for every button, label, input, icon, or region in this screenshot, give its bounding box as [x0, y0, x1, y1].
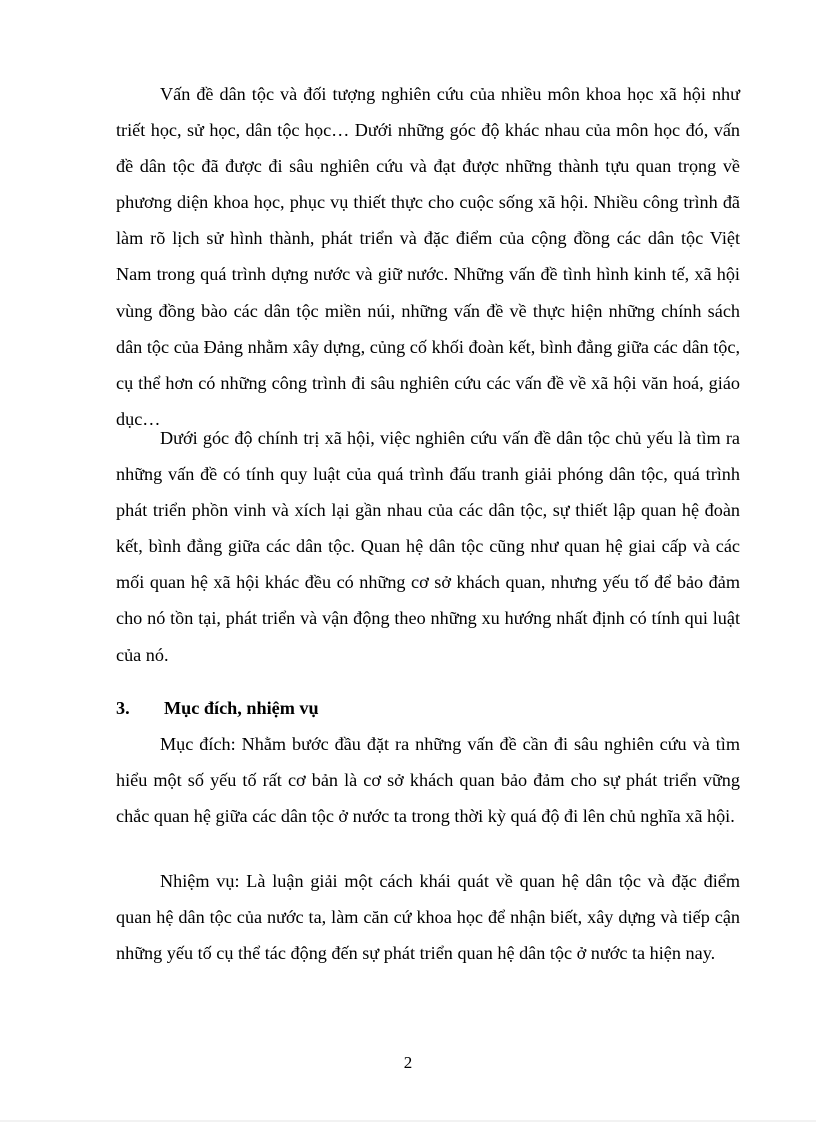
- body-text-block: [116, 420, 740, 673]
- paragraph-purpose: Mục đích: Nhằm bước đầu đặt ra những vấn đề cần đi sâu nghiên cứu và tìm hiểu một số yếu tố rất cơ bản là cơ sở khách quan bảo đảm cho sự phát triển vững chắc quan hệ giữa các dân tộc ở nước ta trong thời kỳ quá độ đi lên chủ nghĩa xã hội.: [116, 734, 740, 827]
- paragraph-tasks: Nhiệm vụ: Là luận giải một cách khái quát về quan hệ dân tộc và đặc điểm quan hệ dân tộc của nước ta, làm căn cứ khoa học để nhận biết, xây dựng và tiếp cận những yếu tố cụ thể tác động đến sự phát triển quan hệ dân tộc ở nước ta hiện nay.: [116, 871, 740, 964]
- page-bottom-divider: [0, 1120, 816, 1122]
- body-text-block: [116, 726, 740, 834]
- paragraph-political-perspective: Dưới góc độ chính trị xã hội, việc nghiên cứu vấn đề dân tộc chủ yếu là tìm ra những vấn đề có tính quy luật của quá trình đấu tranh giải phóng dân tộc, quá trình phát triển phồn vinh và xích lại gần nhau của các dân tộc, sự thiết lập quan hệ đoàn kết, bình đẳng giữa các dân tộc. Quan hệ dân tộc cũng như quan hệ giai cấp và các mối quan hệ xã hội khác đều có những cơ sở khách quan, nhưng yếu tố để bảo đảm cho nó tồn tại, phát triển và vận động theo những xu hướng nhất định có tính qui luật của nó.: [116, 428, 740, 665]
- page-number: 2: [403, 1053, 413, 1072]
- body-text-block: [116, 76, 740, 437]
- section-title: Mục đích, nhiệm vụ: [164, 698, 319, 718]
- body-text-block: [116, 863, 740, 971]
- section-number: 3.: [116, 698, 130, 718]
- section-heading: [116, 690, 740, 726]
- paragraph-research-overview: Vấn đề dân tộc và đối tượng nghiên cứu của nhiều môn khoa học xã hội như triết học, sử học, dân tộc học… Dưới những góc độ khác nhau của môn học đó, vấn đề dân tộc đã được đi sâu nghiên cứu và đạt được những thành tựu quan trọng về phương diện khoa học, phục vụ thiết thực cho cuộc sống xã hội. Nhiều công trình đã làm rõ lịch sử hình thành, phát triển và đặc điểm của cộng đồng các dân tộc Việt Nam trong quá trình dựng nước và giữ nước. Những vấn đề tình hình kinh tế, xã hội vùng đồng bào các dân tộc miền núi, những vấn đề về thực hiện những chính sách dân tộc của Đảng nhằm xây dựng, củng cố khối đoàn kết, bình đẳng giữa các dân tộc, cụ thể hơn có những công trình đi sâu nghiên cứu các vấn đề về xã hội văn hoá, giáo dục…: [116, 84, 740, 429]
